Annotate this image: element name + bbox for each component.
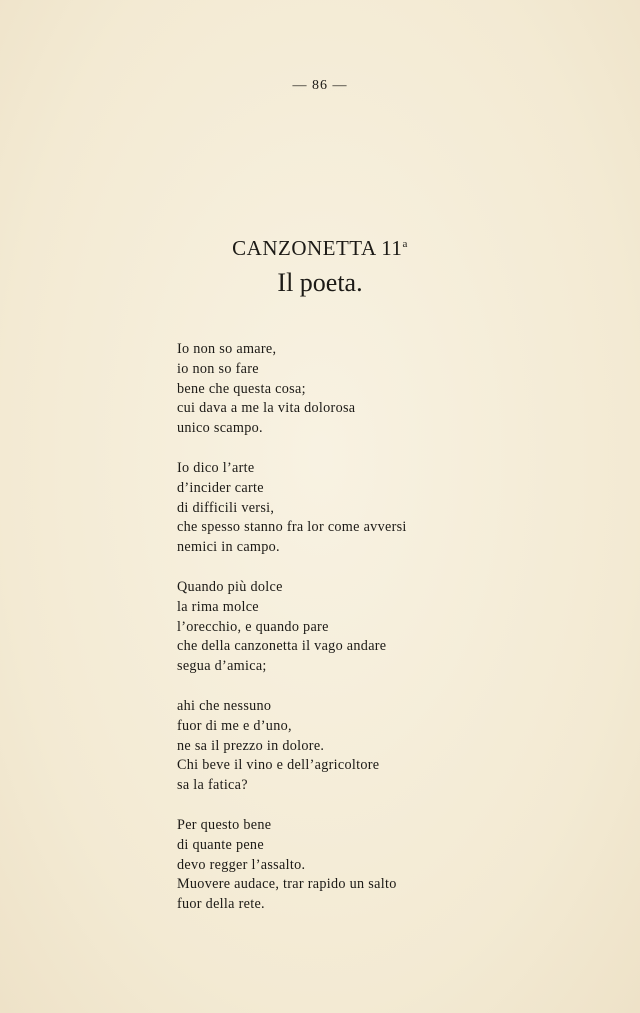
poem-line: ahi che nessuno: [177, 697, 272, 714]
page-number: — 86 —: [292, 78, 348, 93]
heading-superscript: a: [402, 238, 408, 250]
poem-line: Io dico l’arte: [177, 459, 255, 476]
poem-line: di quante pene: [177, 836, 264, 853]
poem-line: fuor di me e d’uno,: [177, 717, 292, 734]
poem-line: io non so fare: [177, 360, 259, 377]
poem-title: Il poeta.: [277, 268, 363, 297]
poem-line: Quando più dolce: [177, 578, 283, 595]
stanza-1: [177, 340, 477, 439]
poem-line: sa la fatica?: [177, 777, 248, 794]
poem-line: Chi beve il vino e dell’agricoltore: [177, 757, 380, 774]
poem-line: bene che questa cosa;: [177, 380, 306, 397]
poem-line: Per questo bene: [177, 816, 272, 833]
poem-line: devo regger l’assalto.: [177, 856, 306, 873]
section-heading: [0, 236, 640, 261]
stanza-3: [177, 578, 477, 677]
poem-line: nemici in campo.: [177, 539, 280, 556]
stanza-2: [177, 459, 477, 558]
poem-line: che spesso stanno fra lor come avversi: [177, 519, 407, 536]
poem-line: Muovere audace, trar rapido un salto: [177, 876, 397, 893]
poem-line: segua d’amica;: [177, 658, 267, 675]
stanza-4: [177, 697, 477, 796]
poem-line: d’incider carte: [177, 479, 264, 496]
poem-line: l’orecchio, e quando pare: [177, 618, 329, 635]
poem-line: la rima molce: [177, 598, 259, 615]
poem-line: di difficili versi,: [177, 499, 275, 516]
poem-line: fuor della rete.: [177, 896, 265, 913]
poem-line: cui dava a me la vita dolorosa: [177, 400, 356, 417]
heading-text: CANZONETTA 11: [232, 236, 403, 260]
stanza-5: [177, 816, 477, 915]
poem-line: unico scampo.: [177, 420, 263, 437]
poem-body: [177, 340, 477, 935]
poem-line: ne sa il prezzo in dolore.: [177, 737, 325, 754]
poem-line: Io non so amare,: [177, 341, 277, 357]
poem-line: che della canzonetta il vago andare: [177, 638, 387, 655]
